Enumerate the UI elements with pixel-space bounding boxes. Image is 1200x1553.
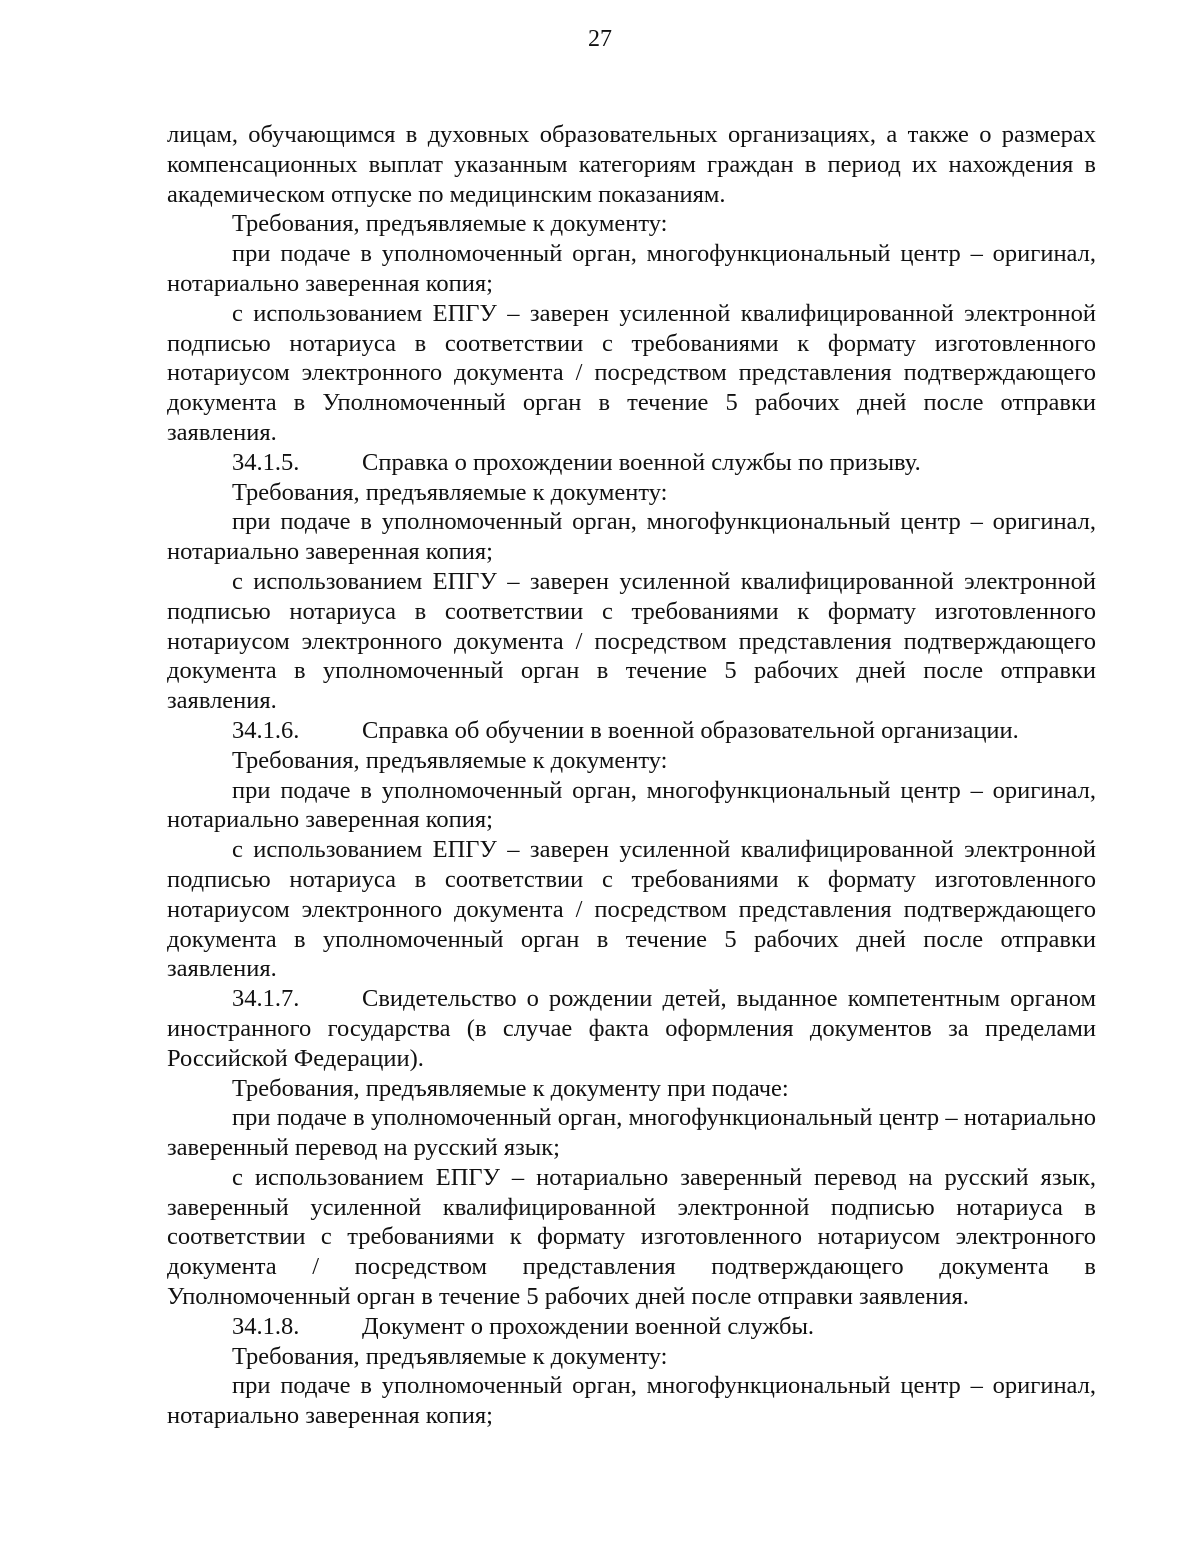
paragraph: Требования, предъявляемые к документу: [232, 1342, 668, 1370]
paragraph: при подаче в уполномоченный орган, многофункциональный центр – оригинал, нотариально заверенная копия; [167, 776, 1096, 834]
paragraph: при подаче в уполномоченный орган, многофункциональный центр – оригинал, нотариально заверенная копия; [167, 508, 1096, 566]
item-title: Справка о прохождении военной службы по призыву. [362, 448, 921, 476]
paragraph: при подаче в уполномоченный орган, многофункциональный центр – нотариально заверенный перевод на русский язык; [167, 1104, 1096, 1162]
numbered-item [167, 1312, 1096, 1342]
paragraph: лицам, обучающимся в духовных образовательных организациях, а также о размерах компенсационных выплат указанным категориям граждан в период их нахождения в академическом отпуске по медицинским показаниям. [167, 121, 1096, 208]
page-number: 27 [588, 26, 612, 52]
numbered-item [167, 448, 1096, 478]
paragraph: с использованием ЕПГУ – заверен усиленной квалифицированной электронной подписью нотариуса в соответствии с требованиями к формату изготовленного нотариусом электронного документа / посредством представления подтверждающего документа в уполномоченный орган в течение 5 рабочих дней после отправки заявления. [167, 567, 1096, 715]
paragraph: с использованием ЕПГУ – нотариально заверенный перевод на русский язык, заверенный усиленной квалифицированной электронной подписью нотариуса в соответствии с требованиями к формату изготовленного нотариусом электронного документа / посредством представления подтверждающего документа в Уполномоченный орган в течение 5 рабочих дней после отправки заявления. [167, 1163, 1096, 1311]
paragraph: Требования, предъявляемые к документу: [232, 746, 668, 774]
paragraph: с использованием ЕПГУ – заверен усиленной квалифицированной электронной подписью нотариуса в соответствии с требованиями к формату изготовленного нотариусом электронного документа / посредством представления подтверждающего документа в уполномоченный орган в течение 5 рабочих дней после отправки заявления. [167, 836, 1096, 983]
item-number: 34.1.8. [232, 1312, 300, 1340]
item-number: 34.1.5. [232, 448, 300, 476]
item-title: Документ о прохождении военной службы. [362, 1312, 815, 1340]
paragraph: Требования, предъявляемые к документу: [232, 210, 668, 238]
item-number: 34.1.7. [232, 985, 300, 1013]
paragraph: при подаче в уполномоченный орган, многофункциональный центр – оригинал, нотариально заверенная копия; [167, 1372, 1096, 1430]
item-title: Свидетельство о рождении детей, выданное компетентным органом иностранного государства (в случае факта оформления документов за пределами Российской Федерации). [167, 985, 1096, 1072]
numbered-item [167, 716, 1096, 746]
item-number: 34.1.6. [232, 716, 300, 744]
document-body [167, 120, 1096, 1431]
paragraph: Требования, предъявляемые к документу: [232, 478, 668, 506]
paragraph: при подаче в уполномоченный орган, многофункциональный центр – оригинал, нотариально заверенная копия; [167, 240, 1096, 297]
paragraph: Требования, предъявляемые к документу при подаче: [232, 1074, 789, 1102]
paragraph: с использованием ЕПГУ – заверен усиленной квалифицированной электронной подписью нотариуса в соответствии с требованиями к формату изготовленного нотариусом электронного документа / посредством представления подтверждающего документа в Уполномоченный орган в течение 5 рабочих дней после отправки заявления. [167, 299, 1096, 446]
numbered-item [167, 984, 1096, 1073]
item-title: Справка об обучении в военной образовательной организации. [362, 716, 1019, 744]
